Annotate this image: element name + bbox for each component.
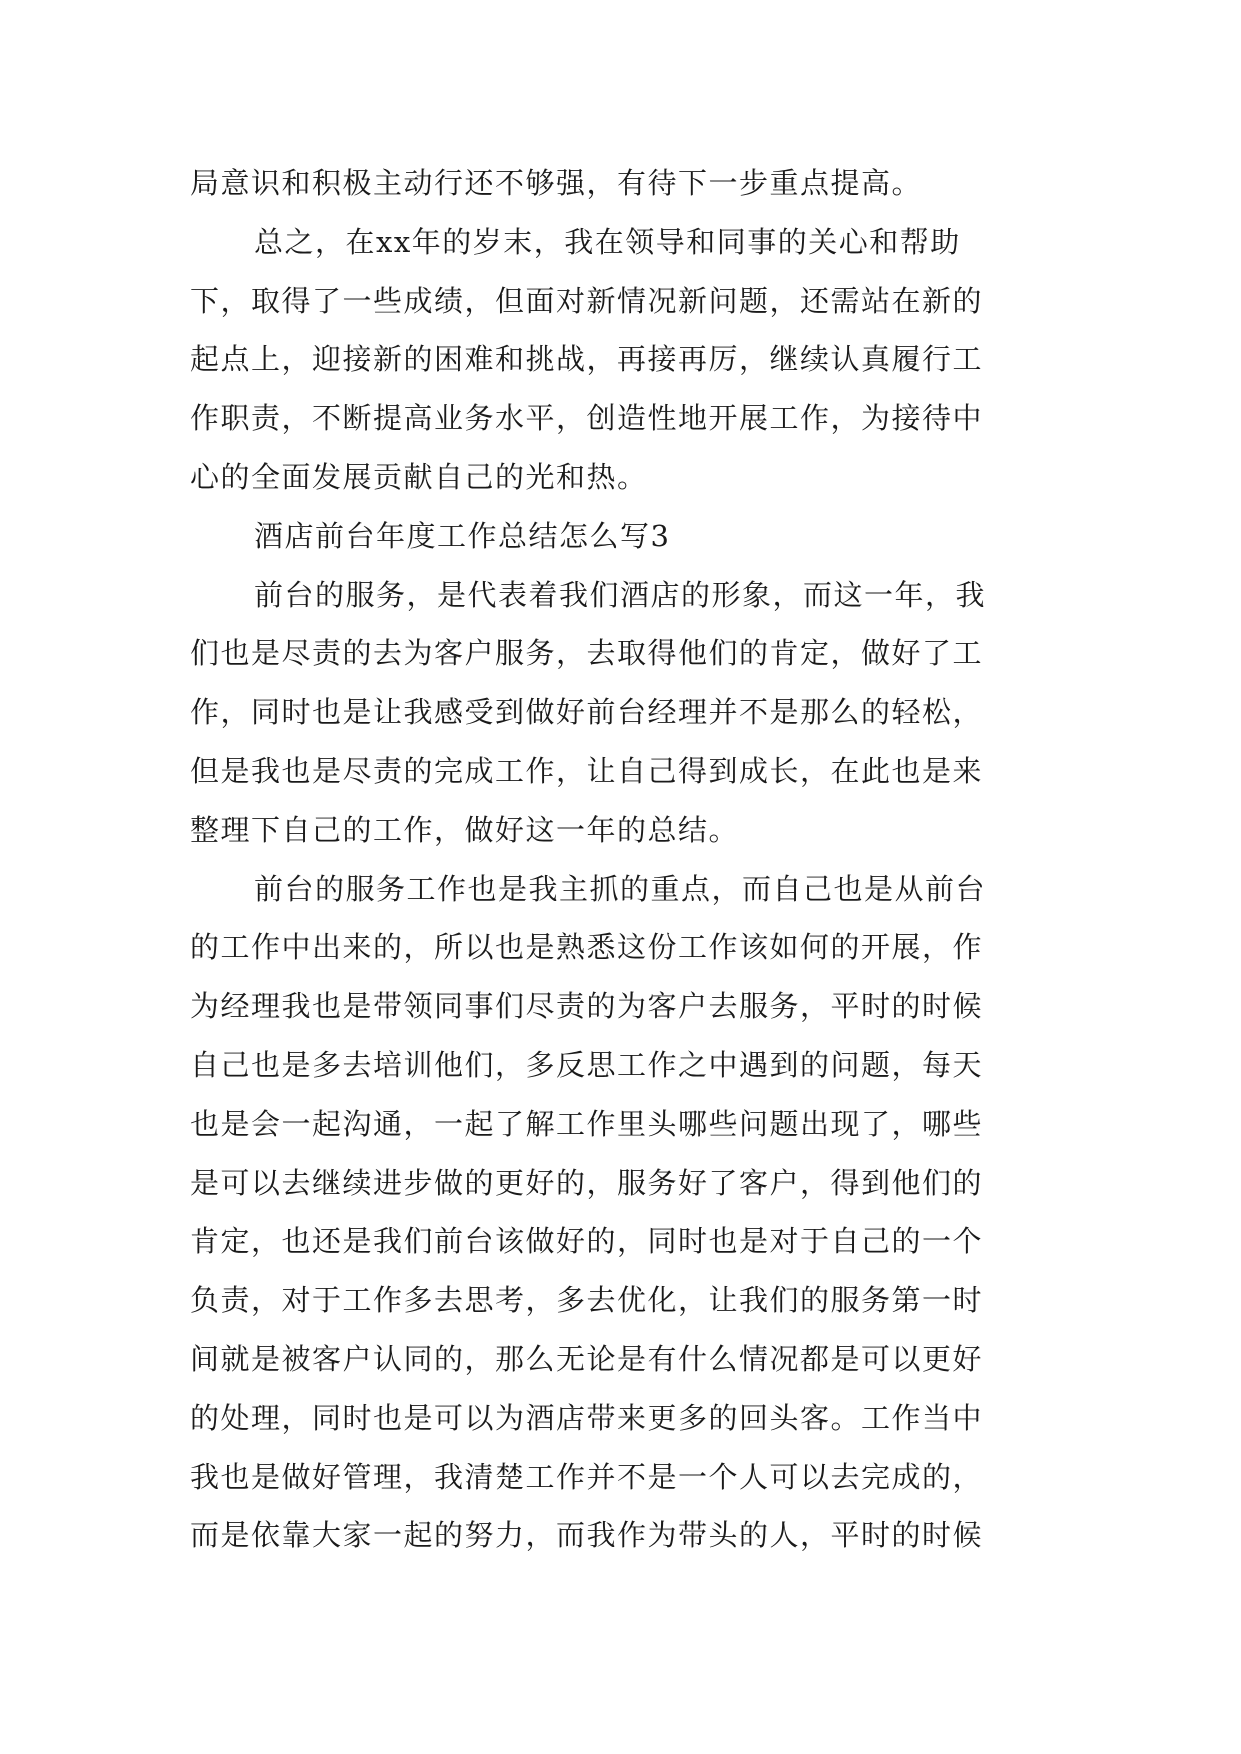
text-line: 的处理，同时也是可以为酒店带来更多的回头客。工作当中 xyxy=(190,1400,984,1435)
text-line: 作，同时也是让我感受到做好前台经理并不是那么的轻松， xyxy=(190,695,984,730)
text-line: 而是依靠大家一起的努力，而我作为带头的人，平时的时候 xyxy=(190,1518,984,1553)
text-line: 心的全面发展贡献自己的光和热。 xyxy=(190,459,648,494)
text-line: 作职责，不断提高业务水平，创造性地开展工作，为接待中 xyxy=(190,401,984,436)
text-line: 前台的服务，是代表着我们酒店的形象，而这一年，我 xyxy=(254,577,987,612)
text-line: 是可以去继续进步做的更好的，服务好了客户，得到他们的 xyxy=(190,1165,984,1200)
text-line: 也是会一起沟通，一起了解工作里头哪些问题出现了，哪些 xyxy=(190,1106,984,1141)
text-line: 起点上，迎接新的困难和挑战，再接再厉，继续认真履行工 xyxy=(190,342,984,377)
document-body xyxy=(190,154,1056,1565)
text-line: 总之，在xx年的岁末，我在领导和同事的关心和帮助 xyxy=(254,224,961,259)
text-line: 间就是被客户认同的，那么无论是有什么情况都是可以更好 xyxy=(190,1341,984,1376)
text-line: 整理下自己的工作，做好这一年的总结。 xyxy=(190,812,740,847)
text-line: 但是我也是尽责的完成工作，让自己得到成长，在此也是来 xyxy=(190,753,984,788)
text-line: 下，取得了一些成绩，但面对新情况新问题，还需站在新的 xyxy=(190,283,984,318)
text-line: 局意识和积极主动行还不够强，有待下一步重点提高。 xyxy=(190,166,923,200)
text-line: 我也是做好管理，我清楚工作并不是一个人可以去完成的， xyxy=(190,1459,984,1494)
text-line: 为经理我也是带领同事们尽责的为客户去服务，平时的时候 xyxy=(190,989,984,1024)
text-line: 们也是尽责的去为客户服务，去取得他们的肯定，做好了工 xyxy=(190,636,984,671)
text-line: 的工作中出来的，所以也是熟悉这份工作该如何的开展，作 xyxy=(190,930,984,965)
text-line: 前台的服务工作也是我主抓的重点，而自己也是从前台 xyxy=(254,871,987,906)
text-line: 肯定，也还是我们前台该做好的，同时也是对于自己的一个 xyxy=(190,1224,984,1259)
text-line: 自己也是多去培训他们，多反思工作之中遇到的问题，每天 xyxy=(190,1047,984,1082)
text-line: 负责，对于工作多去思考，多去优化，让我们的服务第一时 xyxy=(190,1283,984,1318)
section-heading: 酒店前台年度工作总结怎么写3 xyxy=(254,518,671,553)
